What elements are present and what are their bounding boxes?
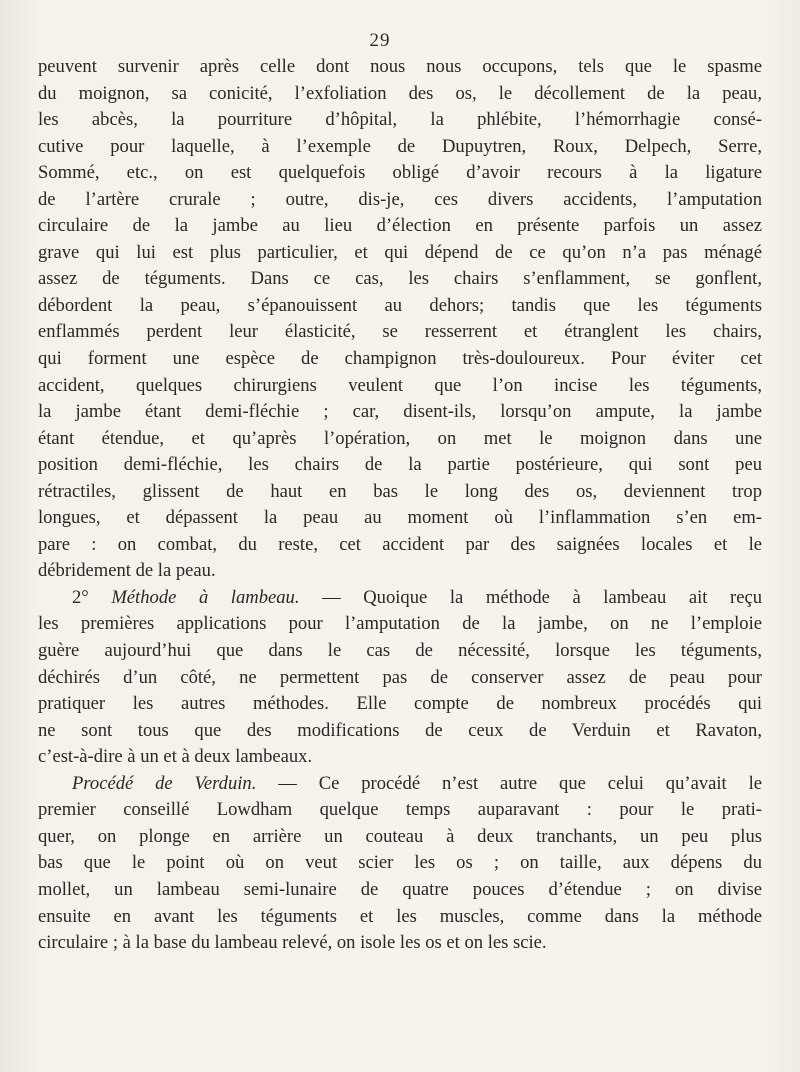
line-text: pratiquer les autres méthodes. Elle compte de nombreux procédés qui bbox=[38, 693, 762, 715]
line-text: Sommé, etc., on est quelquefois obligé d’avoir recours à la ligature bbox=[38, 162, 762, 184]
text-line bbox=[38, 718, 762, 745]
line-text: la jambe étant demi-fléchie ; car, disent-ils, lorsqu’on ampute, la jambe bbox=[38, 401, 762, 423]
body-text bbox=[38, 54, 762, 957]
line-text: circulaire de la jambe au lieu d’élection en présente parfois un assez bbox=[38, 215, 762, 237]
line-text: guère aujourd’hui que dans le cas de nécessité, lorsque les téguments, bbox=[38, 640, 762, 662]
text-line bbox=[38, 904, 762, 931]
text-line bbox=[38, 877, 762, 904]
line-text: longues, et dépassent la peau au moment où l’inflammation s’en em- bbox=[38, 507, 762, 529]
text-line bbox=[38, 134, 762, 161]
text-line bbox=[38, 319, 762, 346]
text-line bbox=[38, 797, 762, 824]
text-line bbox=[38, 160, 762, 187]
line-text: quer, on plonge en arrière un couteau à deux tranchants, un peu plus bbox=[38, 825, 762, 847]
line-text: grave qui lui est plus particulier, et qui dépend de ce qu’on n’a pas ménagé bbox=[38, 241, 762, 263]
line-text: de l’artère crurale ; outre, dis-je, ces divers accidents, l’amputation bbox=[38, 188, 762, 210]
line-text: accident, quelques chirurgiens veulent que l’on incise les téguments, bbox=[38, 374, 762, 396]
section-heading: Procédé de Verduin. bbox=[72, 772, 257, 794]
line-text: ensuite en avant les téguments et les muscles, comme dans la méthode bbox=[38, 905, 762, 927]
line-text: assez de téguments. Dans ce cas, les chairs s’enflamment, se gonflent, bbox=[38, 268, 762, 290]
line-text: débridement de la peau. bbox=[38, 560, 216, 582]
line-text: du moignon, sa conicité, l’exfoliation des os, le décollement de la peau, bbox=[38, 82, 762, 104]
text-line bbox=[38, 107, 762, 134]
text-line bbox=[38, 399, 762, 426]
line-text: ne sont tous que des modifications de ceux de Verduin et Ravaton, bbox=[38, 719, 762, 741]
line-text: — Ce procédé n’est autre que celui qu’avait le bbox=[256, 772, 762, 794]
line-text: déchirés d’un côté, ne permettent pas de conserver assez de peau pour bbox=[38, 666, 762, 688]
text-line bbox=[38, 611, 762, 638]
text-line bbox=[38, 452, 762, 479]
line-text: circulaire ; à la base du lambeau relevé, on isole les os et on les scie. bbox=[38, 932, 547, 954]
text-line bbox=[38, 665, 762, 692]
line-text: cutive pour laquelle, à l’exemple de Dupuytren, Roux, Delpech, Serre, bbox=[38, 135, 762, 157]
text-line bbox=[38, 266, 762, 293]
text-line bbox=[38, 479, 762, 506]
text-line bbox=[38, 638, 762, 665]
text-line bbox=[38, 585, 762, 612]
section-heading: Méthode à lambeau. bbox=[111, 586, 300, 608]
line-text: les abcès, la pourriture d’hôpital, la phlébite, l’hémorrhagie consé- bbox=[38, 109, 762, 131]
section-number: 2° bbox=[72, 586, 112, 608]
page-number: 29 bbox=[369, 30, 391, 51]
text-line bbox=[38, 930, 762, 957]
text-line bbox=[38, 850, 762, 877]
line-text: — Quoique la méthode à lambeau ait reçu bbox=[299, 586, 762, 608]
text-line bbox=[38, 744, 762, 771]
line-text: position demi-fléchie, les chairs de la partie postérieure, qui sont peu bbox=[38, 454, 762, 476]
line-text: c’est-à-dire à un et à deux lambeaux. bbox=[38, 746, 313, 768]
text-line bbox=[38, 505, 762, 532]
text-line bbox=[38, 532, 762, 559]
text-line bbox=[38, 426, 762, 453]
text-line bbox=[38, 824, 762, 851]
line-text: rétractiles, glissent de haut en bas le long des os, deviennent trop bbox=[38, 480, 762, 502]
text-line bbox=[38, 213, 762, 240]
text-line bbox=[38, 691, 762, 718]
line-text: mollet, un lambeau semi-lunaire de quatre pouces d’étendue ; on divise bbox=[38, 878, 762, 900]
text-line bbox=[38, 187, 762, 214]
text-line bbox=[38, 54, 762, 81]
line-text: pare : on combat, du reste, cet accident par des saignées locales et le bbox=[38, 533, 762, 555]
text-line bbox=[38, 373, 762, 400]
line-text: étant étendue, et qu’après l’opération, on met le moignon dans une bbox=[38, 427, 762, 449]
line-text: enflammés perdent leur élasticité, se resserrent et étranglent les chairs, bbox=[38, 321, 762, 343]
line-text: peuvent survenir après celle dont nous nous occupons, tels que le spasme bbox=[38, 56, 762, 77]
text-line bbox=[38, 771, 762, 798]
text-line bbox=[38, 240, 762, 267]
text-line bbox=[38, 293, 762, 320]
line-text: qui forment une espèce de champignon très-douloureux. Pour éviter cet bbox=[38, 348, 762, 370]
line-text: débordent la peau, s’épanouissent au dehors; tandis que les téguments bbox=[38, 294, 762, 316]
line-text: premier conseillé Lowdham quelque temps auparavant : pour le prati- bbox=[38, 799, 762, 821]
text-line bbox=[38, 346, 762, 373]
line-text: les premières applications pour l’amputation de la jambe, on ne l’emploie bbox=[38, 613, 762, 635]
text-line bbox=[38, 81, 762, 108]
text-line bbox=[38, 558, 762, 585]
line-text: bas que le point où on veut scier les os ; on taille, aux dépens du bbox=[38, 852, 762, 874]
